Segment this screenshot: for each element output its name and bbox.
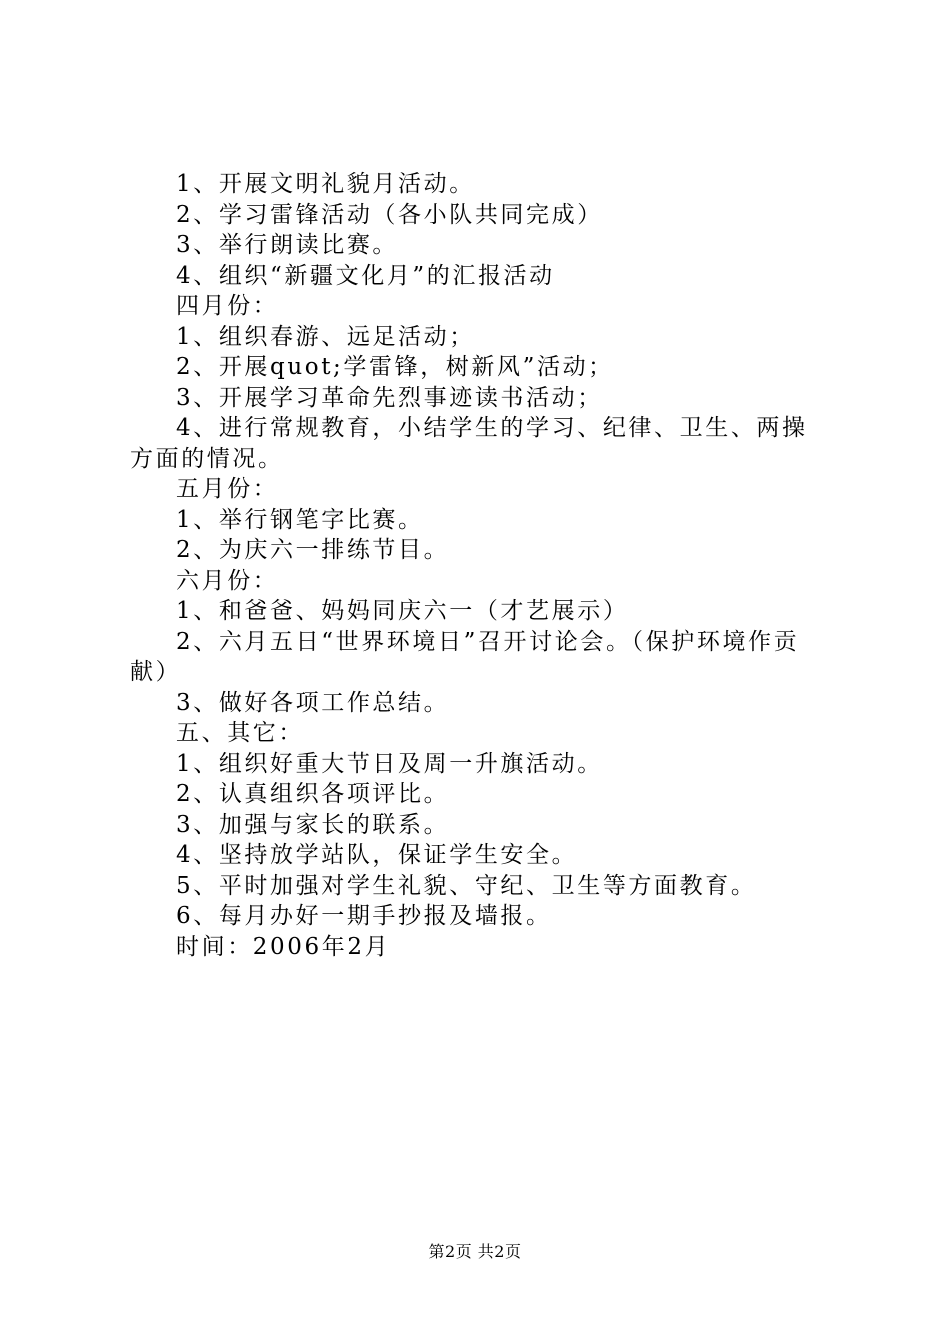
list-item: 4、组织“新疆文化月”的汇报活动 <box>176 262 555 289</box>
page-number: 第2页 共2页 <box>428 1242 522 1261</box>
section-heading: 四月份： <box>176 293 279 319</box>
list-item: 3、做好各项工作总结。 <box>176 689 450 716</box>
section-heading: 五月份： <box>176 476 279 502</box>
list-item: 2、认真组织各项评比。 <box>176 781 450 807</box>
list-item: 1、组织春游、远足活动； <box>176 323 475 350</box>
list-item: 5、平时加强对学生礼貌、守纪、卫生等方面教育。 <box>176 872 757 899</box>
list-item: 4、进行常规教育，小结学生的学习、纪律、卫生、两操方面的情况。 <box>130 415 808 472</box>
list-item: 3、加强与家长的联系。 <box>176 811 450 838</box>
list-item: 4、坚持放学站队，保证学生安全。 <box>176 842 578 868</box>
list-item: 2、为庆六一排练节目。 <box>176 537 450 563</box>
list-item: 2、开展quot;学雷锋，树新风”活动； <box>176 354 614 380</box>
list-item: 2、六月五日“世界环境日”召开讨论会。（保护环境作贡献） <box>130 628 800 685</box>
list-item: 2、学习雷锋活动（各小队共同完成） <box>176 201 603 228</box>
list-item: 1、组织好重大节日及周一升旗活动。 <box>176 750 603 777</box>
list-item: 3、举行朗读比赛。 <box>176 232 399 258</box>
document-date: 时间：2006年2月 <box>176 933 391 960</box>
section-heading: 五、其它： <box>176 720 304 746</box>
list-item: 1、举行钢笔字比赛。 <box>176 506 424 533</box>
list-item: 3、开展学习革命先烈事迹读书活动； <box>176 384 603 411</box>
list-item: 1、和爸爸、妈妈同庆六一（才艺展示） <box>176 598 629 624</box>
section-heading: 六月份： <box>176 567 279 594</box>
document-body <box>130 169 830 962</box>
list-item: 1、开展文明礼貌月活动。 <box>176 171 475 197</box>
list-item: 6、每月办好一期手抄报及墙报。 <box>176 903 552 929</box>
